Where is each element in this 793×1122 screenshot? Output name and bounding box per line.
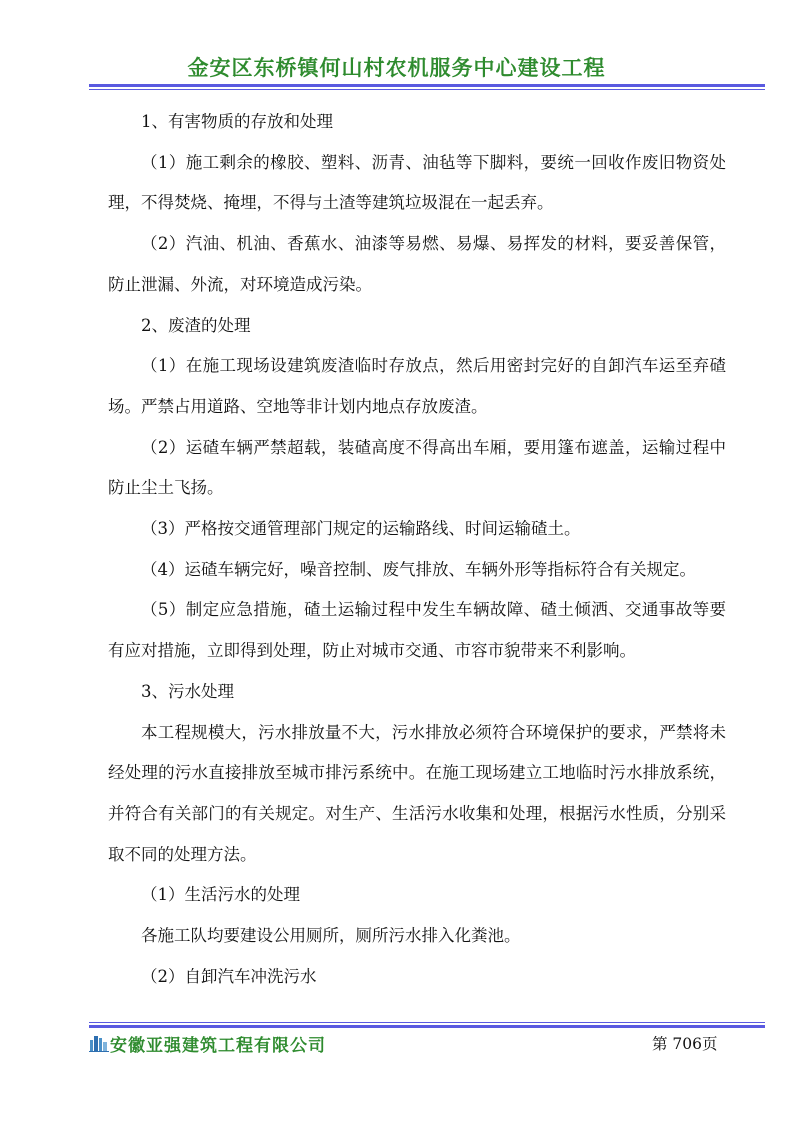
paragraph: （5）制定应急措施，碴土运输过程中发生车辆故障、碴土倾洒、交通事故等要有应对措施，立即得到处理，防止对城市交通、市容市貌带来不利影响。 xyxy=(108,600,726,661)
paragraph: （2）自卸汽车冲洗污水 xyxy=(141,966,317,986)
footer-company-name: 安徽亚强建筑工程有限公司 xyxy=(110,1036,326,1056)
paragraph: 各施工队均要建设公用厕所，厕所污水排入化粪池。 xyxy=(141,926,521,946)
paragraph: 本工程规模大，污水排放量不大，污水排放必须符合环境保护的要求，严禁将未经处理的污水直接排放至城市排污系统中。在施工现场建立工地临时污水排放系统，并符合有关部门的有关规定。对生产、生活污水收集和处理，根据污水性质，分别采取不同的处理方法。 xyxy=(108,722,726,864)
paragraph: （4）运碴车辆完好，噪音控制、废气排放、车辆外形等指标符合有关规定。 xyxy=(141,559,696,579)
header-rule xyxy=(89,84,765,90)
paragraph: （2）运碴车辆严禁超载，装碴高度不得高出车厢，要用篷布遮盖，运输过程中防止尘土飞扬。 xyxy=(108,437,726,498)
paragraph: （2）汽油、机油、香蕉水、油漆等易燃、易爆、易挥发的材料，要妥善保管，防止泄漏、外流，对环境造成污染。 xyxy=(108,234,726,294)
paragraph: （1）在施工现场设建筑废渣临时存放点，然后用密封完好的自卸汽车运至弃碴场。严禁占用道路、空地等非计划内地点存放废渣。 xyxy=(108,356,726,416)
paragraph: 2、废渣的处理 xyxy=(141,315,251,335)
page-header-title: 金安区东桥镇何山村农机服务中心建设工程 xyxy=(187,56,606,80)
page-number: 第 706页 xyxy=(652,1035,718,1053)
paragraph: 3、污水处理 xyxy=(141,681,234,701)
paragraph: （1）施工剩余的橡胶、塑料、沥青、油毡等下脚料，要统一回收作废旧物资处理，不得焚烧、掩埋，不得与土渣等建筑垃圾混在一起丢弃。 xyxy=(108,152,726,213)
document-body xyxy=(108,102,726,997)
building-logo-icon xyxy=(89,1034,109,1052)
paragraph: （1）生活污水的处理 xyxy=(141,885,300,905)
footer-rule xyxy=(89,1022,765,1028)
paragraph: （3）严格按交通管理部门规定的运输路线、时间运输碴土。 xyxy=(141,519,581,539)
paragraph: 1、有害物质的存放和处理 xyxy=(141,112,333,131)
